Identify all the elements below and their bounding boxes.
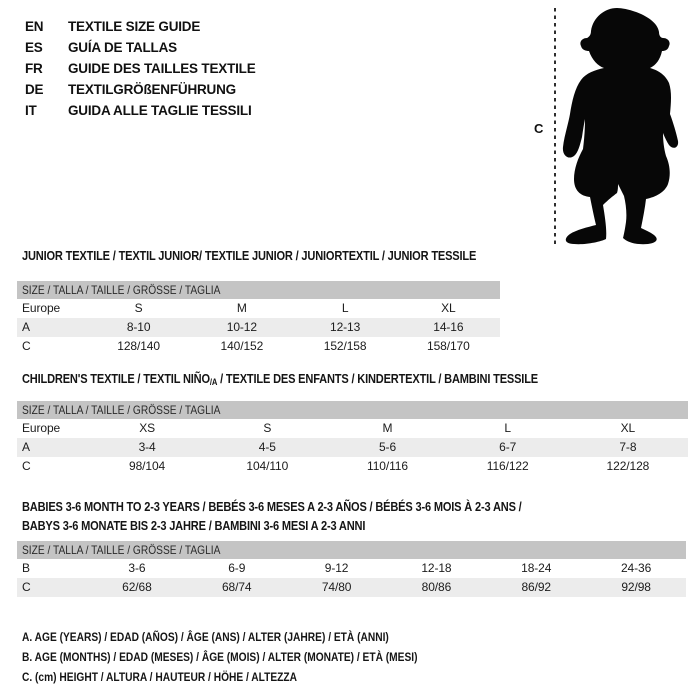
table-row-europe xyxy=(17,419,688,438)
children-section-title xyxy=(22,372,538,389)
language-row-en xyxy=(25,16,256,37)
row-label: Europe xyxy=(22,301,61,315)
value-cell: 18-24 xyxy=(521,561,552,575)
children-title-sub: /A xyxy=(209,377,218,387)
size-header-label: SIZE / TALLA / TAILLE / GRÖSSE / TAGLIA xyxy=(22,283,221,297)
height-measure-dashed-line xyxy=(554,8,556,246)
value-cell: 3-6 xyxy=(128,561,146,575)
language-code: FR xyxy=(25,61,43,76)
table-row-age xyxy=(17,438,688,457)
measure-legend xyxy=(22,627,487,687)
row-label: C xyxy=(22,580,31,594)
value-cell: 12-13 xyxy=(330,320,361,334)
language-row-fr xyxy=(25,58,256,79)
value-cell: 5-6 xyxy=(378,440,397,454)
value-cell: 7-8 xyxy=(619,440,637,454)
size-header-bar xyxy=(17,401,688,419)
children-size-table xyxy=(17,401,688,476)
value-cell: 104/110 xyxy=(246,459,289,473)
guide-title-es: GUÍA DE TALLAS xyxy=(68,40,177,55)
size-header-bar xyxy=(17,541,686,559)
language-row-es xyxy=(25,37,256,58)
legend-line-b: B. AGE (MONTHS) / EDAD (MESES) / ÂGE (MOIS) / ALTER (MONATE) / ETÀ (MESI) xyxy=(22,650,418,664)
table-row-height xyxy=(17,457,688,476)
value-cell: 62/68 xyxy=(122,580,152,594)
value-cell: 24-36 xyxy=(620,561,652,575)
row-label: B xyxy=(22,561,30,575)
value-cell: 6-9 xyxy=(228,561,246,575)
row-label: A xyxy=(22,440,30,454)
size-cell: L xyxy=(341,301,349,315)
height-measure-label: C xyxy=(534,121,544,136)
value-cell: 74/80 xyxy=(321,580,352,594)
size-header-label: SIZE / TALLA / TAILLE / GRÖSSE / TAGLIA xyxy=(22,543,221,557)
value-cell: 14-16 xyxy=(433,320,464,334)
legend-line-c: C. (cm) HEIGHT / ALTURA / HAUTEUR / HÖHE / ALTEZZA xyxy=(22,670,298,684)
language-code: DE xyxy=(25,82,44,97)
size-cell: M xyxy=(236,301,247,315)
value-cell: 92/98 xyxy=(621,580,651,594)
size-cell: L xyxy=(504,421,511,435)
size-cell: XL xyxy=(441,301,456,315)
babies-title-line1: BABIES 3-6 MONTH TO 2-3 YEARS / BEBÉS 3-6 MESES A 2-3 AÑOS / BÉBÉS 3-6 MOIS À 2-3 ANS / xyxy=(22,499,522,514)
babies-size-table xyxy=(17,541,686,597)
table-row-height xyxy=(17,337,500,356)
language-code: IT xyxy=(25,103,37,118)
language-code: ES xyxy=(25,40,43,55)
language-code: EN xyxy=(25,19,44,34)
guide-title-fr: GUIDE DES TAILLES TEXTILE xyxy=(68,61,256,76)
table-row-europe xyxy=(17,299,500,318)
value-cell: 110/116 xyxy=(367,459,408,473)
value-cell: 122/128 xyxy=(606,459,650,473)
babies-section-title xyxy=(22,497,522,535)
value-cell: 98/104 xyxy=(129,459,166,473)
size-header-bar xyxy=(17,281,500,299)
row-label: C xyxy=(22,339,31,353)
guide-title-de: TEXTILGRÖßENFÜHRUNG xyxy=(68,82,236,97)
junior-section-title: JUNIOR TEXTILE / TEXTIL JUNIOR/ TEXTILE JUNIOR / JUNIORTEXTIL / JUNIOR TESSILE xyxy=(22,248,477,263)
value-cell: 158/170 xyxy=(427,339,470,353)
value-cell: 4-5 xyxy=(258,440,276,454)
value-cell: 8-10 xyxy=(126,320,151,334)
language-row-it xyxy=(25,100,256,121)
size-cell: S xyxy=(134,301,143,315)
value-cell: 80/86 xyxy=(421,580,452,594)
legend-line-a: A. AGE (YEARS) / EDAD (AÑOS) / ÂGE (ANS) / ALTER (JAHRE) / ETÀ (ANNI) xyxy=(22,630,389,644)
size-header-label: SIZE / TALLA / TAILLE / GRÖSSE / TAGLIA xyxy=(22,403,221,417)
table-row-height xyxy=(17,578,686,597)
size-cell: S xyxy=(263,421,272,435)
value-cell: 12-18 xyxy=(421,561,452,575)
table-row-age xyxy=(17,318,500,337)
toddler-silhouette-icon xyxy=(558,4,700,246)
value-cell: 3-4 xyxy=(138,440,156,454)
junior-size-table xyxy=(17,281,500,356)
value-cell: 128/140 xyxy=(117,339,160,353)
children-title-part2: / TEXTILE DES ENFANTS / KINDERTEXTIL / BAMBINI TESSILE xyxy=(217,371,538,386)
value-cell: 152/158 xyxy=(323,339,367,353)
row-label: Europe xyxy=(22,421,61,435)
value-cell: 140/152 xyxy=(220,339,264,353)
value-cell: 116/122 xyxy=(486,459,529,473)
guide-title-en: TEXTILE SIZE GUIDE xyxy=(68,19,201,34)
value-cell: 10-12 xyxy=(226,320,257,334)
row-label: C xyxy=(22,459,31,473)
guide-title-it: GUIDA ALLE TAGLIE TESSILI xyxy=(68,103,252,118)
value-cell: 9-12 xyxy=(324,561,349,575)
size-cell: XS xyxy=(139,421,155,435)
size-cell: XL xyxy=(620,421,636,435)
babies-title-line2: BABYS 3-6 MONATE BIS 2-3 JAHRE / BAMBINI 3-6 MESI A 2-3 ANNI xyxy=(22,518,366,533)
value-cell: 68/74 xyxy=(221,580,252,594)
size-cell: M xyxy=(382,421,393,435)
table-row-months xyxy=(17,559,686,578)
value-cell: 86/92 xyxy=(521,580,551,594)
children-title-part1: CHILDREN'S TEXTILE / TEXTIL NIÑO xyxy=(22,371,210,386)
row-label: A xyxy=(22,320,30,334)
language-row-de xyxy=(25,79,256,100)
value-cell: 6-7 xyxy=(499,440,517,454)
language-title-list xyxy=(25,16,256,121)
